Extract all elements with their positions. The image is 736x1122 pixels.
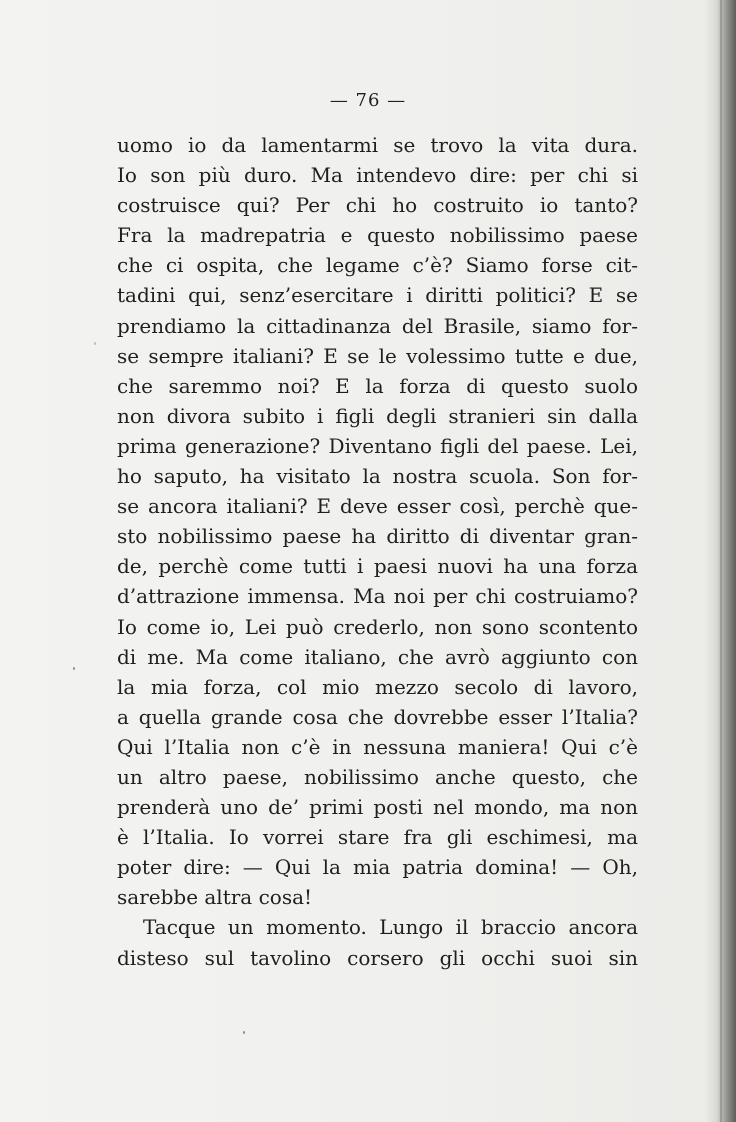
paper-speck <box>73 667 75 670</box>
text-line: Tacque un momento. Lungo il braccio ancora <box>143 915 638 940</box>
text-line: sto nobilissimo paese ha diritto di diventar gran- <box>117 524 638 549</box>
text-line: se sempre italiani? E se le volessimo tutte e due, <box>117 343 638 368</box>
text-line: costruisce qui? Per chi ho costruito io tanto? <box>117 193 638 218</box>
text-line: che ci ospita, che legame c’è? Siamo forse cit- <box>117 253 638 278</box>
text-line: Fra la madrepatria e questo nobilissimo paese <box>117 223 638 248</box>
text-line: Qui l’Italia non c’è in nessuna maniera! Qui c’è <box>117 734 638 759</box>
paper-speck <box>243 1031 245 1034</box>
text-line: non divora subito i figli degli stranieri sin dalla <box>117 403 638 428</box>
text-line: disteso sul tavolino corsero gli occhi suoi sin <box>117 945 638 970</box>
text-line: prenderà uno de’ primi posti nel mondo, ma non <box>117 795 638 820</box>
text-line: uomo io da lamentarmi se trovo la vita dura. <box>117 133 638 157</box>
text-line: de, perchè come tutti i paesi nuovi ha una forza <box>117 554 638 579</box>
text-line: che saremmo noi? E la forza di questo suolo <box>117 373 638 398</box>
text-line: un altro paese, nobilissimo anche questo, che <box>117 764 638 789</box>
text-line: Io son più duro. Ma intendevo dire: per chi si <box>117 163 638 188</box>
page-number: — 76 — <box>329 90 407 111</box>
text-line: poter dire: — Qui la mia patria domina! — Oh, <box>117 855 638 880</box>
binding-shadow-line <box>720 0 722 1122</box>
text-line: prendiamo la cittadinanza del Brasile, siamo for- <box>117 313 638 338</box>
text-line: sarebbe altra cosa! <box>117 885 313 910</box>
text-line: di me. Ma come italiano, che avrò aggiunto con <box>117 644 638 669</box>
text-line: Io come io, Lei può crederlo, non sono scontento <box>117 614 638 639</box>
text-line: è l’Italia. Io vorrei stare fra gli eschimesi, ma <box>117 825 638 850</box>
text-line: se ancora italiani? E deve esser così, perchè que- <box>117 494 638 519</box>
text-line: a quella grande cosa che dovrebbe esser l’Italia? <box>117 704 638 729</box>
text-line: ho saputo, ha visitato la nostra scuola. Son for- <box>117 464 638 489</box>
page-text <box>117 130 638 973</box>
text-line: la mia forza, col mio mezzo secolo di lavoro, <box>117 674 638 699</box>
text-line: prima generazione? Diventano figli del paese. Lei, <box>117 433 638 458</box>
text-line: tadini qui, senz’esercitare i diritti politici? E se <box>117 283 638 308</box>
text-line: d’attrazione immensa. Ma noi per chi costruiamo? <box>117 584 638 609</box>
paper-speck <box>94 342 96 345</box>
